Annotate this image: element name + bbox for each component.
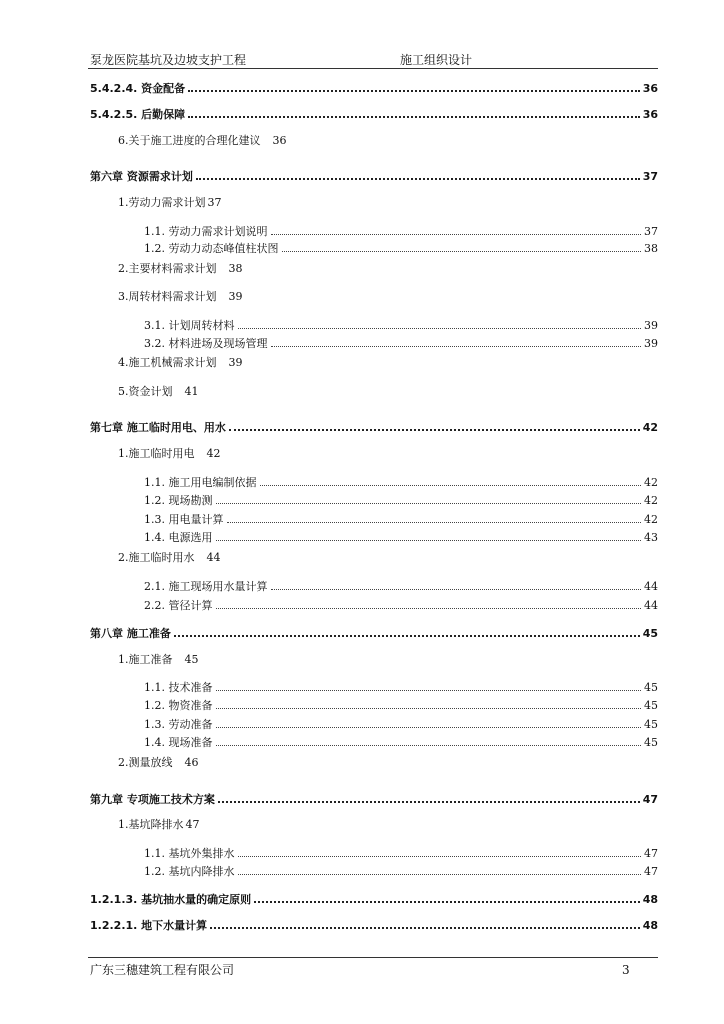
toc-label: 3.2. 材料进场及现场管理 [144, 337, 268, 350]
toc-subentry[interactable] [144, 529, 658, 545]
toc-entry[interactable] [118, 816, 200, 832]
toc-label: 1.2. 劳动力动态峰值柱状图 [144, 242, 279, 255]
toc-page: 42 [642, 421, 658, 434]
toc-page: 47 [644, 865, 658, 878]
toc-chapter[interactable] [90, 419, 658, 435]
toc-label: 1.2.2.1. 地下水量计算 [90, 919, 208, 932]
toc-label: 1.1. 技术准备 [144, 681, 213, 694]
toc-entry[interactable] [118, 383, 199, 399]
toc-leader [238, 874, 642, 875]
toc-label: 2.2. 管径计算 [144, 599, 213, 612]
toc-subentry[interactable] [144, 223, 658, 239]
toc-chapter[interactable] [90, 625, 658, 641]
header-title: 泵龙医院基坑及边坡支护工程 [90, 53, 247, 67]
toc-page: 43 [644, 531, 658, 544]
toc-label: 2.1. 施工现场用水量计算 [144, 580, 268, 593]
toc-chapter[interactable] [90, 791, 658, 807]
toc-label: 第六章 资源需求计划 [90, 170, 193, 183]
footer-company: 广东三穗建筑工程有限公司 [90, 963, 235, 977]
toc-page: 47 [185, 818, 200, 831]
toc-leader [216, 708, 642, 709]
toc-leader [216, 540, 642, 541]
header-document-type: 施工组织设计 [400, 53, 473, 67]
toc-leader [229, 429, 640, 431]
toc-subentry[interactable] [144, 697, 658, 713]
toc-leader [227, 522, 642, 523]
toc-entry[interactable] [118, 754, 199, 770]
toc-label: 4.施工机械需求计划 [118, 356, 217, 369]
toc-subentry[interactable] [144, 863, 658, 879]
toc-page: 45 [642, 627, 658, 640]
toc-page: 47 [644, 847, 658, 860]
toc-subentry[interactable] [144, 845, 658, 861]
toc-page: 42 [644, 513, 658, 526]
toc-entry[interactable] [118, 260, 243, 276]
toc-page: 39 [644, 319, 658, 332]
toc-leader [174, 635, 640, 637]
toc-leader [216, 745, 642, 746]
toc-label: 1.2. 基坑内降排水 [144, 865, 235, 878]
toc-label: 1.施工临时用电 [118, 447, 195, 460]
toc-page: 42 [644, 476, 658, 489]
toc-label: 2.施工临时用水 [118, 551, 195, 564]
toc-subentry[interactable] [144, 679, 658, 695]
toc-leader [188, 90, 640, 92]
toc-entry[interactable] [118, 288, 243, 304]
toc-page: 46 [184, 756, 199, 769]
toc-label: 3.周转材料需求计划 [118, 290, 217, 303]
toc-label: 1.3. 劳动准备 [144, 718, 213, 731]
toc-entry[interactable] [118, 132, 287, 148]
toc-page: 37 [642, 170, 658, 183]
toc-page: 38 [644, 242, 658, 255]
toc-page: 37 [207, 196, 222, 209]
toc-page: 42 [644, 494, 658, 507]
toc-label: 1.4. 现场准备 [144, 736, 213, 749]
toc-subentry[interactable] [144, 335, 658, 351]
toc-leader [282, 251, 642, 252]
toc-page: 47 [642, 793, 658, 806]
toc-label: 5.4.2.4. 资金配备 [90, 82, 186, 95]
toc-label: 1.3. 用电量计算 [144, 513, 224, 526]
toc-subentry[interactable] [144, 578, 658, 594]
toc-entry[interactable] [118, 651, 199, 667]
toc-label: 3.1. 计划周转材料 [144, 319, 235, 332]
toc-label: 2.主要材料需求计划 [118, 262, 217, 275]
toc-page: 45 [644, 699, 658, 712]
toc-label: 1.2.1.3. 基坑抽水量的确定原则 [90, 893, 252, 906]
toc-page: 44 [206, 551, 221, 564]
toc-entry[interactable] [90, 917, 658, 933]
toc-page: 39 [228, 356, 243, 369]
toc-leader [216, 503, 642, 504]
toc-page: 45 [644, 736, 658, 749]
toc-entry[interactable] [90, 80, 658, 96]
toc-subentry[interactable] [144, 597, 658, 613]
toc-label: 1.1. 施工用电编制依据 [144, 476, 257, 489]
toc-leader [196, 178, 640, 180]
toc-page: 36 [642, 108, 658, 121]
toc-page: 37 [644, 225, 658, 238]
toc-page: 48 [642, 893, 658, 906]
toc-label: 1.2. 物资准备 [144, 699, 213, 712]
toc-leader [188, 116, 640, 118]
header-rule [88, 68, 658, 69]
toc-page: 39 [644, 337, 658, 350]
toc-leader [216, 608, 642, 609]
toc-entry[interactable] [90, 106, 658, 122]
toc-label: 1.4. 电源选用 [144, 531, 213, 544]
footer-rule [88, 957, 658, 958]
toc-leader [238, 328, 642, 329]
toc-subentry[interactable] [144, 492, 658, 508]
toc-page: 36 [642, 82, 658, 95]
toc-leader [238, 856, 642, 857]
toc-subentry[interactable] [144, 240, 658, 256]
toc-label: 5.资金计划 [118, 385, 173, 398]
toc-page: 41 [184, 385, 199, 398]
toc-label: 2.测量放线 [118, 756, 173, 769]
toc-page: 42 [206, 447, 221, 460]
toc-entry[interactable] [118, 194, 222, 210]
toc-leader [216, 727, 642, 728]
toc-label: 第九章 专项施工技术方案 [90, 793, 215, 806]
toc-entry[interactable] [118, 549, 221, 565]
toc-label: 1.1. 劳动力需求计划说明 [144, 225, 268, 238]
toc-label: 1.劳动力需求计划 [118, 196, 206, 209]
toc-leader [271, 234, 642, 235]
toc-page: 44 [644, 580, 658, 593]
toc-label: 1.基坑降排水 [118, 818, 184, 831]
toc-page: 45 [184, 653, 199, 666]
toc-entry[interactable] [90, 891, 658, 907]
toc-subentry[interactable] [144, 511, 658, 527]
toc-subentry[interactable] [144, 317, 658, 333]
toc-page: 39 [228, 290, 243, 303]
toc-page: 38 [228, 262, 243, 275]
toc-leader [210, 927, 640, 929]
toc-label: 6.关于施工进度的合理化建议 [118, 134, 261, 147]
toc-chapter[interactable] [90, 168, 658, 184]
toc-leader [254, 901, 640, 903]
toc-label: 1.2. 现场勘测 [144, 494, 213, 507]
toc-label: 第七章 施工临时用电、用水 [90, 421, 226, 434]
toc-subentry[interactable] [144, 716, 658, 732]
page-number: 3 [622, 963, 630, 977]
toc-label: 第八章 施工准备 [90, 627, 171, 640]
toc-leader [218, 801, 640, 803]
toc-leader [260, 485, 642, 486]
toc-label: 1.施工准备 [118, 653, 173, 666]
toc-page: 45 [644, 681, 658, 694]
toc-page: 36 [272, 134, 287, 147]
toc-subentry[interactable] [144, 734, 658, 750]
toc-page: 45 [644, 718, 658, 731]
toc-subentry[interactable] [144, 474, 658, 490]
toc-leader [271, 589, 642, 590]
toc-page: 44 [644, 599, 658, 612]
toc-entry[interactable] [118, 445, 221, 461]
toc-entry[interactable] [118, 354, 243, 370]
toc-leader [271, 346, 642, 347]
toc-leader [216, 690, 642, 691]
toc-label: 5.4.2.5. 后勤保障 [90, 108, 186, 121]
toc-page: 48 [642, 919, 658, 932]
toc-label: 1.1. 基坑外集排水 [144, 847, 235, 860]
